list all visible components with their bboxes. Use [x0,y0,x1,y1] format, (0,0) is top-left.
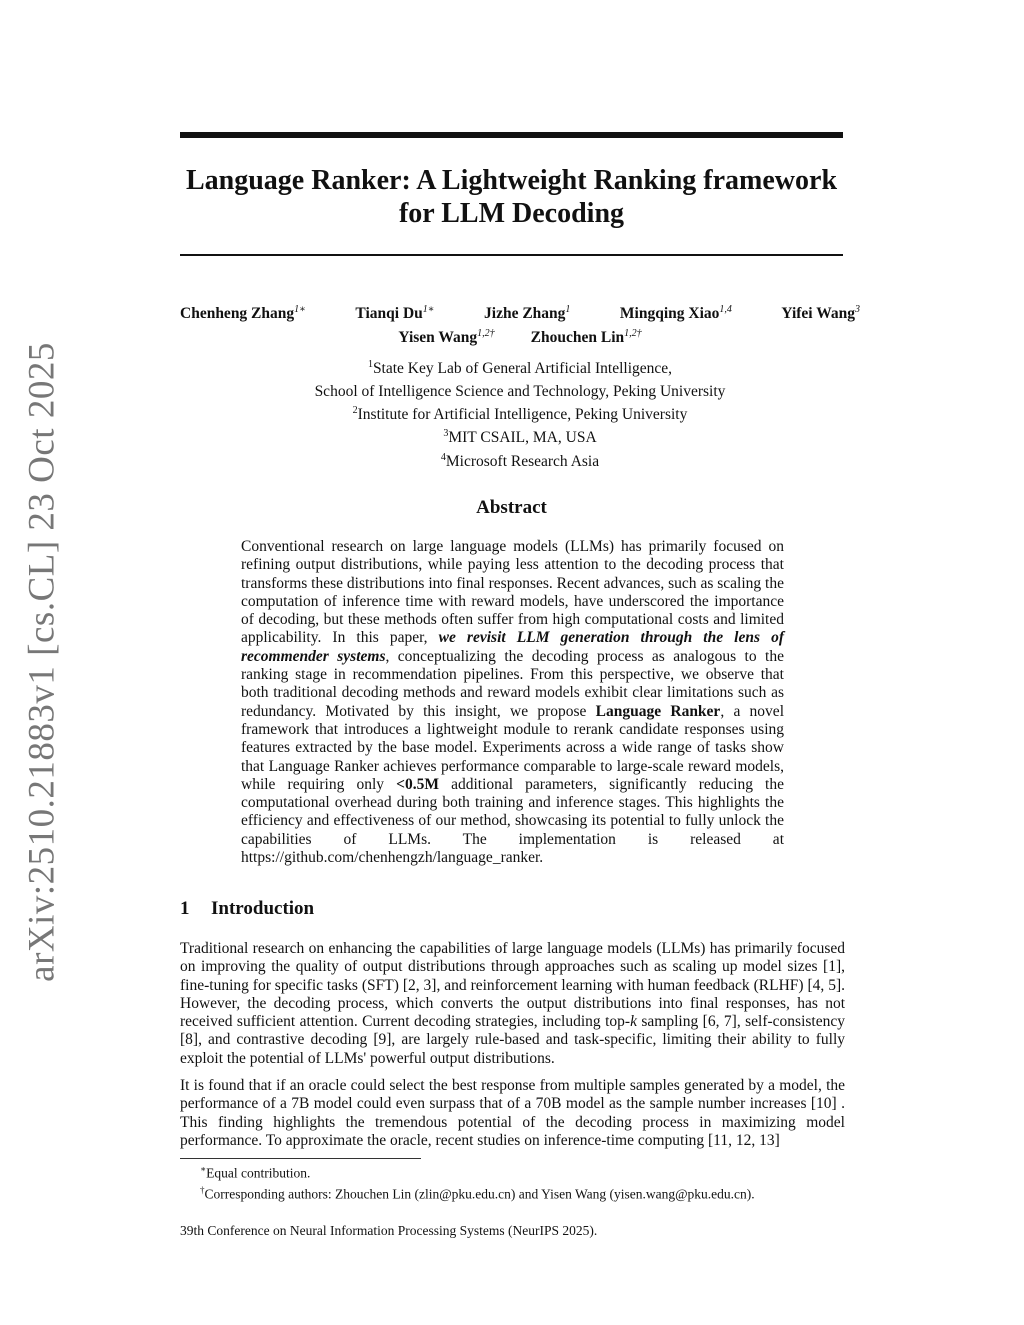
abstract-body: Conventional research on large language models (LLMs) has primarily focused on refining output distributions, while paying less attention to the decoding process that transforms these distributions into final responses. Recent advances, such as scaling the computation of inference time with reward models, have underscored the importance of decoding, but these methods often suffer from high computational costs and limited applicability. In this paper, we revisit LLM generation through the lens of recommender systems, conceptualizing the decoding process as analogous to the ranking stage in recommendation pipelines. From this perspective, we observe that both traditional decoding methods and reward models exhibit clear limitations such as redundancy. Motivated by this insight, we propose Language Ranker, a novel framework that introduces a lightweight module to rerank candidate responses using features extracted by the base model. Experiments across a wide range of tasks show that Language Ranker achieves performance comparable to large-scale reward models, while requiring only <0.5M additional parameters, significantly reducing the computational overhead during both training and inference stages. This highlights the efficiency and effectiveness of our method, showcasing its potential to fully unlock the capabilities of LLMs. The implementation is released at https://github.com/chenhengzh/language_ranker. [241,538,784,867]
section-heading-introduction: 1 Introduction [180,898,315,919]
affiliation-line: School of Intelligence Science and Technology, Peking University [314,383,726,401]
author-mingqing-xiao: Mingqing Xiao$^{1,4}$ [619,304,732,323]
affiliation-line: $^3$MIT CSAIL, MA, USA [443,428,597,447]
author-tianqi-du: Tianqi $Du^{1∗}$ [355,304,435,323]
arxiv-sidebar-stamp: arXiv:2510.21883v1 [cs.CL] 23 Oct 2025 [21,342,63,982]
affiliation-line: $^1$State Key Lab of General Artificial Intelligence, [367,359,673,378]
author-jizhe-zhang: Jizhe Zhang$^1$ [484,304,571,323]
author-zhouchen-lin: Zhouchen Lin$^{1,2\dagger}$ [530,328,642,347]
venue-footer: 39th Conference on Neural Information Processing Systems (NeurIPS 2025). [180,1223,598,1238]
paper-title [180,164,843,230]
affiliation-line: $^4$Microsoft Research Asia [440,451,600,470]
abstract-emphasis: we revisit LLM generation through the lens of recommender systems [241,629,784,665]
footnote-rule [180,1158,421,1159]
footnote-equal-contribution: ∗Equal contribution. [200,1164,311,1181]
author-row-1 [180,300,860,324]
abstract-heading: Abstract [476,497,547,518]
intro-paragraph-2: It is found that if an oracle could select the best response from multiple samples generated by a model, the performance of a 7B model could even surpass that of a 70B model as the sample number increases [10] . This finding highlights the tremendous potential of the decoding process in maximizing model performance. To approximate the oracle, recent studies on inference-time computing [11, 12, 13] [180,1077,845,1149]
title-line-1: Language Ranker: A Lightweight Ranking framework [185,165,838,196]
intro-paragraph-1: Traditional research on enhancing the capabilities of large language models (LLMs) has primarily focused on improving the quality of output distributions through approaches such as scaling up model sizes [1], fine-tuning for specific tasks (SFT) [2, 3], and reinforcement learning with human feedback (RLHF) [4, 5]. However, the decoding process, which converts the output distributions into final responses, has not received sufficient attention. Current decoding strategies, including top-k sampling [6, 7], self-consistency [8], and contrastive decoding [9], are largely rule-based and task-specific, limiting their ability to fully exploit the potential of LLMs' powerful output distributions. [180,940,845,1067]
method-name: Language Ranker [595,702,721,720]
parameter-count: <0.5M [396,775,439,793]
author-chenheng-zhang: Chenheng Zhang$^{1∗}$ [180,304,306,323]
title-top-rule [180,132,843,138]
footnotes [180,1161,845,1202]
author-yisen-wang: Yisen Wang$^{1,2\dagger}$ [398,328,495,347]
footnote-corresponding-authors: †Corresponding authors: Zhouchen Lin (zlin@pku.edu.cn) and Yisen Wang (yisen.wang@pku.edu.cn). [200,1184,755,1201]
affiliation-line: $^2$Institute for Artificial Intelligence, Peking University [352,405,688,424]
author-row-2 [180,324,860,348]
title-bottom-rule [180,254,843,256]
author-yifei-wang: Yifei Wang$^3$ [781,304,860,323]
affiliations [180,355,860,471]
title-line-2: for LLM Decoding [398,198,625,229]
author-list [180,300,860,348]
